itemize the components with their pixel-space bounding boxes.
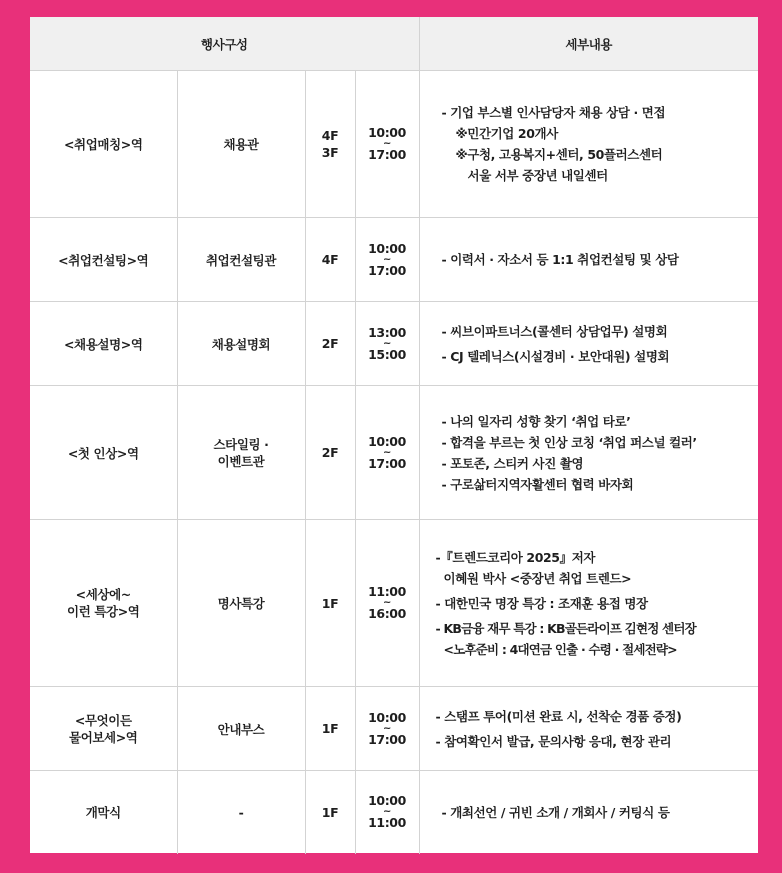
- venue-name: -: [177, 771, 305, 854]
- detail-line: ※민간기업 20개사: [455, 126, 558, 141]
- event-schedule-table: [30, 17, 758, 854]
- detail-line: 서울 서부 중장년 내일센터: [467, 168, 608, 183]
- station-name: <무엇이든: [74, 712, 132, 728]
- time-cell: [355, 71, 419, 218]
- station-name: <취업컨설팅>역: [30, 218, 177, 302]
- time-end: 17:00: [368, 262, 406, 278]
- details-cell: [419, 687, 758, 771]
- details-cell: [419, 520, 758, 687]
- time-separator: ~: [383, 446, 391, 458]
- table-row: [30, 71, 758, 218]
- venue-name: 스타일링 ·: [213, 436, 269, 452]
- venue-name: 안내부스: [177, 687, 305, 771]
- floor-label: 4F: [321, 128, 339, 143]
- time-end: 11:00: [368, 815, 406, 831]
- detail-line: - 기업 부스별 인사담당자 채용 상담 · 면접: [441, 105, 666, 120]
- schedule-card: [30, 17, 758, 853]
- time-separator: ~: [383, 337, 391, 349]
- time-cell: [355, 302, 419, 386]
- detail-line: - 포토존, 스티커 사진 촬영: [441, 455, 584, 471]
- time-end: 15:00: [368, 346, 406, 362]
- time-cell: [355, 687, 419, 771]
- details-cell: [419, 302, 758, 386]
- station-name: 이런 특강>역: [67, 604, 140, 619]
- floor-label: 3F: [321, 145, 339, 160]
- time-separator: ~: [383, 138, 391, 149]
- floor-label: 1F: [305, 771, 355, 854]
- detail-line: - 이력서 · 자소서 등 1:1 취업컨설팅 및 상담: [441, 252, 679, 267]
- time-start: 10:00: [368, 125, 406, 140]
- time-start: 11:00: [368, 584, 406, 599]
- time-separator: ~: [383, 806, 391, 818]
- time-cell: [355, 386, 419, 520]
- time-cell: [355, 771, 419, 854]
- floor-label: 2F: [305, 386, 355, 520]
- detail-line: - 참여확인서 발급, 문의사항 응대, 현장 관리: [435, 733, 672, 749]
- venue-name: 채용관: [177, 71, 305, 218]
- table-row: [30, 771, 758, 854]
- table-row: [30, 687, 758, 771]
- detail-line: - 씨브이파트너스(콜센터 상담업무) 설명회: [441, 323, 668, 339]
- venue-name: 취업컨설팅관: [177, 218, 305, 302]
- detail-line: - 개최선언 / 귀빈 소개 / 개회사 / 커팅식 등: [441, 804, 670, 820]
- venue-cell: [177, 386, 305, 520]
- table-row: [30, 218, 758, 302]
- station-cell: [30, 687, 177, 771]
- time-cell: [355, 520, 419, 687]
- details-cell: [419, 771, 758, 854]
- time-start: 13:00: [368, 324, 406, 340]
- details-cell: [419, 386, 758, 520]
- station-name: 개막식: [30, 771, 177, 854]
- floor-label: 4F: [305, 218, 355, 302]
- time-end: 17:00: [368, 731, 406, 747]
- station-name: <채용설명>역: [30, 302, 177, 386]
- station-cell: [30, 520, 177, 687]
- time-start: 10:00: [368, 793, 406, 809]
- time-end: 17:00: [368, 455, 406, 471]
- detail-line: - CJ 텔레닉스(시설경비 · 보안대원) 설명회: [441, 348, 670, 364]
- detail-line: - 나의 일자리 성향 찾기 ‘취업 타로’: [441, 413, 631, 429]
- table-row: [30, 520, 758, 687]
- time-cell: [355, 218, 419, 302]
- time-start: 10:00: [368, 433, 406, 449]
- station-name: <세상에~: [75, 587, 131, 602]
- floor-label: 1F: [305, 520, 355, 687]
- station-name: <첫 인상>역: [30, 386, 177, 520]
- time-start: 10:00: [368, 240, 406, 256]
- station-name: <취업매칭>역: [30, 71, 177, 218]
- time-end: 17:00: [368, 147, 406, 162]
- detail-line: ※구청, 고용복지+센터, 50플러스센터: [455, 147, 663, 162]
- time-separator: ~: [383, 722, 391, 734]
- header-details: 세부내용: [419, 17, 758, 71]
- venue-name: 채용설명회: [177, 302, 305, 386]
- detail-line: 이혜원 박사 <중장년 취업 트렌드>: [443, 570, 632, 586]
- header-event-composition: 행사구성: [30, 17, 419, 71]
- time-separator: ~: [383, 253, 391, 265]
- detail-line: -『트렌드코리아 2025』저자: [435, 549, 596, 565]
- detail-line: - 대한민국 명장 특강 : 조재훈 용접 명장: [435, 595, 648, 611]
- table-row: [30, 302, 758, 386]
- time-start: 10:00: [368, 709, 406, 725]
- venue-name: 이벤트관: [217, 453, 265, 469]
- floor-label: 1F: [305, 687, 355, 771]
- floor-label: 2F: [305, 302, 355, 386]
- table-row: [30, 386, 758, 520]
- venue-name: 명사특강: [177, 520, 305, 687]
- detail-line: - KB금융 재무 특강 : KB골든라이프 김현정 센터장: [435, 620, 696, 636]
- floor-cell: [305, 71, 355, 218]
- station-name: 물어보세>역: [69, 729, 138, 745]
- time-separator: ~: [383, 597, 391, 608]
- header-row: [30, 17, 758, 71]
- details-cell: [419, 218, 758, 302]
- detail-line: <노후준비 : 4대연금 인출 · 수령 · 절세전략>: [443, 641, 677, 657]
- detail-line: - 스탬프 투어(미션 완료 시, 선착순 경품 증정): [435, 708, 682, 724]
- detail-line: - 합격을 부르는 첫 인상 코칭 ‘취업 퍼스널 컬러’: [441, 434, 697, 450]
- details-cell: [419, 71, 758, 218]
- time-end: 16:00: [368, 606, 406, 621]
- detail-line: - 구로삶터지역자활센터 협력 바자회: [441, 476, 634, 492]
